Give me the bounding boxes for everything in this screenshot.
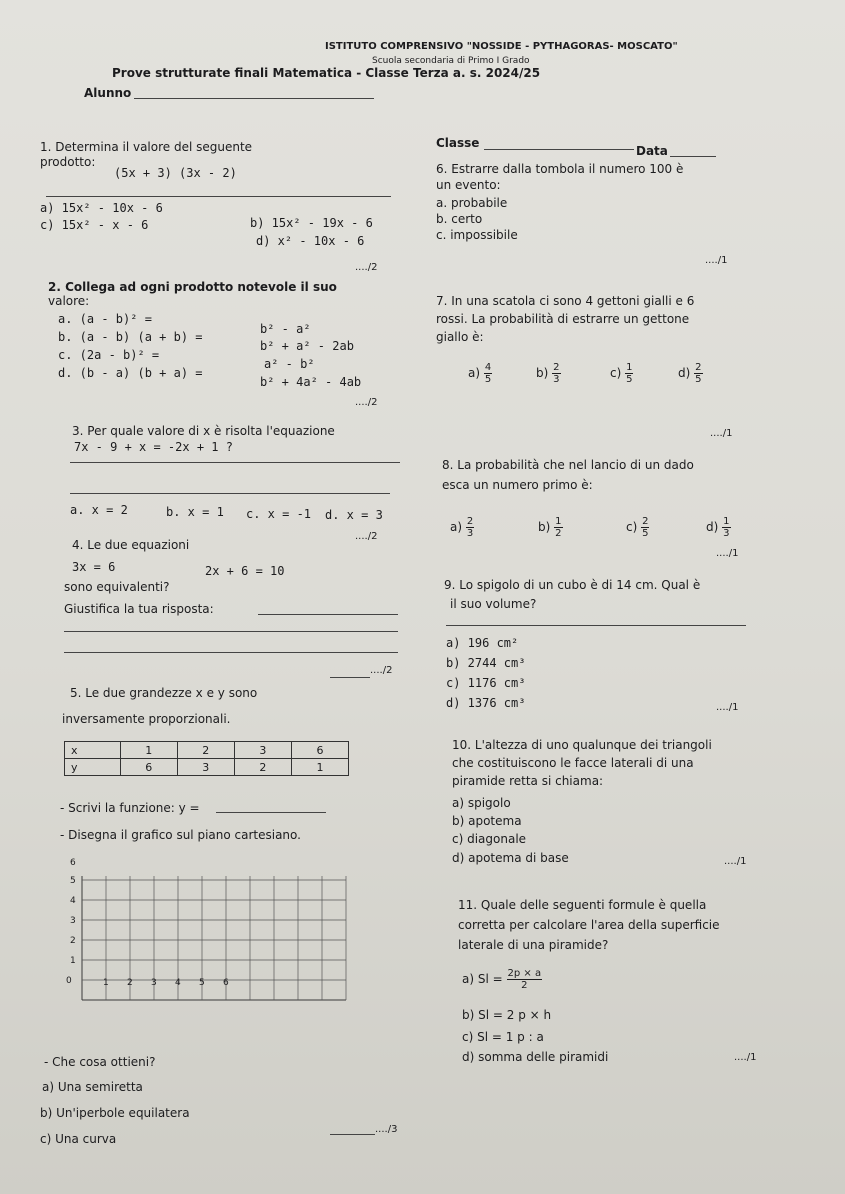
numerator: 2 <box>642 516 649 527</box>
class-label: Classe <box>436 136 480 150</box>
numerator: 1 <box>555 516 562 527</box>
q6-text: 6. Estrarre dalla tombola il numero 100 è <box>436 162 684 176</box>
q11-text2: corretta per calcolare l'area della superficie <box>458 918 720 932</box>
q1-text: 1. Determina il valore del seguente <box>40 140 253 154</box>
q6-option-a[interactable]: a. probabile <box>436 196 508 210</box>
q4-line-3[interactable] <box>64 652 398 653</box>
numerator: 1 <box>626 362 633 373</box>
q9-text: 9. Lo spigolo di un cubo è di 14 cm. Qual è <box>444 578 701 592</box>
q10-text2: che costituiscono le facce laterali di una <box>452 756 694 770</box>
q11-text: 11. Quale delle seguenti formule è quella <box>458 898 707 912</box>
q5-text2: inversamente proporzionali. <box>62 712 231 726</box>
date-line[interactable] <box>670 156 716 157</box>
fraction <box>466 516 474 539</box>
q2-right-3[interactable]: a² - b² <box>264 357 315 371</box>
q4-eq1: 3x = 6 <box>72 560 116 574</box>
q2-left-a: a. (a - b)² = <box>58 312 152 326</box>
fraction <box>507 968 543 991</box>
denominator: 5 <box>484 374 492 385</box>
q10-score: ..../1 <box>724 856 747 867</box>
axis-origin: 0 <box>66 976 72 986</box>
fraction <box>484 362 492 385</box>
q8-option-b[interactable] <box>538 516 563 539</box>
q9-option-a[interactable]: a) 196 cm² <box>446 636 519 650</box>
q8-option-c[interactable] <box>626 516 649 539</box>
q2-right-2[interactable]: b² + a² - 2ab <box>260 339 354 353</box>
q3-equation: 7x - 9 + x = -2x + 1 ? <box>74 440 233 454</box>
q4-text2: sono equivalenti? <box>64 580 170 594</box>
q9-score: ..../1 <box>716 702 739 713</box>
q7-option-d[interactable] <box>678 362 703 385</box>
axis-x-tick: 4 <box>175 978 181 988</box>
option-label: b) <box>538 520 551 534</box>
numerator: 2 <box>695 362 702 373</box>
q1-product: (5x + 3) (3x - 2) <box>114 166 237 180</box>
q4-line-2[interactable] <box>64 631 398 632</box>
fraction <box>552 362 560 385</box>
numerator: 1 <box>723 516 730 527</box>
q1-option-c[interactable]: c) 15x² - x - 6 <box>40 218 149 232</box>
fraction <box>694 362 702 385</box>
q1-option-d[interactable]: d) x² - 10x - 6 <box>256 234 365 248</box>
q8-option-a[interactable] <box>450 516 474 539</box>
numerator: 4 <box>484 362 492 373</box>
table-header-x: x <box>65 742 121 759</box>
q2-text: 2. Collega ad ogni prodotto notevole il suo <box>48 280 337 294</box>
q4-line-1[interactable] <box>258 614 398 615</box>
q10-option-b[interactable]: b) apotema <box>452 814 522 828</box>
q2-left-d: d. (b - a) (b + a) = <box>58 366 203 380</box>
numerator: 2 <box>466 516 474 527</box>
q11-text3: laterale di una piramide? <box>458 938 609 952</box>
axis-y-tick: 4 <box>70 896 76 906</box>
option-label: a) <box>450 520 463 534</box>
q3-option-d[interactable]: d. x = 3 <box>325 508 383 522</box>
q11-option-d[interactable]: d) somma delle piramidi <box>462 1050 609 1064</box>
q7-option-a[interactable] <box>468 362 492 385</box>
axis-y-tick: 2 <box>70 936 76 946</box>
q11-score: ..../1 <box>734 1052 757 1063</box>
numerator: 2p × a <box>507 968 542 979</box>
option-label: a) Sl = <box>462 972 503 986</box>
denominator: 3 <box>466 528 474 539</box>
q9-option-c[interactable]: c) 1176 cm³ <box>446 676 526 690</box>
q3-option-c[interactable]: c. x = -1 <box>246 507 312 521</box>
q5-option-c[interactable]: c) Una curva <box>40 1132 117 1146</box>
q7-text: 7. In una scatola ci sono 4 gettoni gialli e 6 <box>436 294 695 308</box>
q9-option-d[interactable]: d) 1376 cm³ <box>446 696 526 710</box>
q1-answer-line[interactable] <box>46 196 391 197</box>
denominator: 3 <box>553 374 560 385</box>
q5-score: ..../3 <box>375 1124 398 1135</box>
q5-function-prompt: - Scrivi la funzione: y = <box>60 801 200 815</box>
q5-option-a[interactable]: a) Una semiretta <box>42 1080 143 1094</box>
q3-text: 3. Per quale valore di x è risolta l'equazione <box>72 424 335 438</box>
q5-cartesian-plane[interactable] <box>60 872 350 1022</box>
denominator: 5 <box>626 374 633 385</box>
table-cell: 3 <box>177 759 234 776</box>
table-header-y: y <box>65 759 121 776</box>
q7-text3: giallo è: <box>436 330 484 344</box>
student-label: Alunno <box>84 86 132 100</box>
q5-table-row-y <box>65 759 349 776</box>
q5-function-line[interactable] <box>216 812 326 813</box>
table-cell: 2 <box>234 759 291 776</box>
q7-score: ..../1 <box>710 428 733 439</box>
q2-left-b: b. (a - b) (a + b) = <box>58 330 203 344</box>
fraction <box>722 516 730 539</box>
school-name: ISTITUTO COMPRENSIVO "NOSSIDE - PYTHAGORAS- MOSCATO" <box>325 41 678 52</box>
class-line[interactable] <box>484 149 634 150</box>
page-title: Prove strutturate finali Matematica - Classe Terza a. s. 2024/25 <box>112 66 541 80</box>
option-label: b) <box>536 366 549 380</box>
q8-text: 8. La probabilità che nel lancio di un dado <box>442 458 694 472</box>
school-subtitle: Scuola secondaria di Primo I Grado <box>372 56 530 66</box>
q5-what-prompt: - Che cosa ottieni? <box>44 1055 156 1069</box>
q9-option-b[interactable]: b) 2744 cm³ <box>446 656 526 670</box>
q1-option-b[interactable]: b) 15x² - 19x - 6 <box>250 216 373 230</box>
option-label: c) <box>626 520 638 534</box>
q7-option-b[interactable] <box>536 362 561 385</box>
axis-x-tick: 1 <box>103 978 109 988</box>
q6-score: ..../1 <box>705 255 728 266</box>
q9-answer-line[interactable] <box>446 625 746 626</box>
axis-y-tick: 5 <box>70 876 76 886</box>
q3-score: ..../2 <box>355 531 378 542</box>
q11-option-c[interactable]: c) Sl = 1 p : a <box>462 1030 544 1044</box>
q8-text2: esca un numero primo è: <box>442 478 593 492</box>
q1-text2: prodotto: <box>40 155 96 169</box>
q11-option-b[interactable]: b) Sl = 2 p × h <box>462 1008 552 1022</box>
q4-text: 4. Le due equazioni <box>72 538 190 552</box>
q4-eq2: 2x + 6 = 10 <box>205 564 285 578</box>
q2-right-1[interactable]: b² - a² <box>260 322 311 336</box>
q3-option-a[interactable]: a. x = 2 <box>70 503 128 517</box>
axis-x-tick: 3 <box>151 978 157 988</box>
fraction <box>554 516 562 539</box>
q8-option-d[interactable] <box>706 516 731 539</box>
denominator: 2 <box>555 528 562 539</box>
q8-score: ..../1 <box>716 548 739 559</box>
q5-table <box>64 741 349 776</box>
fraction <box>641 516 649 539</box>
axis-y-tick: 6 <box>70 858 76 868</box>
denominator: 2 <box>521 980 528 991</box>
q10-text: 10. L'altezza di uno qualunque dei triangoli <box>452 738 712 752</box>
fraction <box>625 362 633 385</box>
q5-graph-prompt: - Disegna il grafico sul piano cartesiano. <box>60 828 301 842</box>
q2-left-c: c. (2a - b)² = <box>58 348 160 362</box>
q6-text2: un evento: <box>436 178 501 192</box>
denominator: 5 <box>642 528 649 539</box>
q4-text3: Giustifica la tua risposta: <box>64 602 214 616</box>
table-cell: 6 <box>291 742 348 759</box>
q11-option-a[interactable] <box>462 968 542 991</box>
axis-x-tick: 5 <box>199 978 205 988</box>
q1-score: ..../2 <box>355 262 378 273</box>
q6-option-b[interactable]: b. certo <box>436 212 483 226</box>
denominator: 5 <box>695 374 702 385</box>
q4-score-line <box>330 677 370 678</box>
q4-score: ..../2 <box>370 665 393 676</box>
axis-x-tick: 2 <box>127 978 133 988</box>
q7-option-c[interactable] <box>610 362 633 385</box>
table-cell: 1 <box>291 759 348 776</box>
q6-option-c[interactable]: c. impossibile <box>436 228 518 242</box>
table-cell: 6 <box>120 759 177 776</box>
q3-line-2[interactable] <box>70 493 390 494</box>
option-label: d) <box>706 520 719 534</box>
q3-option-b[interactable]: b. x = 1 <box>166 505 224 519</box>
numerator: 2 <box>553 362 560 373</box>
table-cell: 2 <box>177 742 234 759</box>
option-label: d) <box>678 366 691 380</box>
q3-line-1[interactable] <box>70 462 400 463</box>
axis-x-tick: 6 <box>223 978 229 988</box>
q9-text2: il suo volume? <box>450 597 537 611</box>
q10-option-d[interactable]: d) apotema di base <box>452 851 569 865</box>
date-label: Data <box>636 144 668 158</box>
q5-option-b[interactable]: b) Un'iperbole equilatera <box>40 1106 190 1120</box>
q1-option-a[interactable]: a) 15x² - 10x - 6 <box>40 201 163 215</box>
q10-option-c[interactable]: c) diagonale <box>452 832 527 846</box>
q10-text3: piramide retta si chiama: <box>452 774 604 788</box>
table-cell: 1 <box>120 742 177 759</box>
option-label: a) <box>468 366 481 380</box>
option-label: c) <box>610 366 622 380</box>
q5-table-row-x <box>65 742 349 759</box>
q5-text: 5. Le due grandezze x e y sono <box>70 686 258 700</box>
q10-option-a[interactable]: a) spigolo <box>452 796 511 810</box>
q2-right-4[interactable]: b² + 4a² - 4ab <box>260 375 362 389</box>
axis-y-tick: 1 <box>70 956 76 966</box>
q7-text2: rossi. La probabilità di estrarre un gettone <box>436 312 690 326</box>
q5-score-line <box>330 1134 375 1135</box>
q2-text2: valore: <box>48 294 90 308</box>
axis-y-tick: 3 <box>70 916 76 926</box>
q2-score: ..../2 <box>355 397 378 408</box>
student-line[interactable] <box>134 98 374 99</box>
table-cell: 3 <box>234 742 291 759</box>
denominator: 3 <box>723 528 730 539</box>
